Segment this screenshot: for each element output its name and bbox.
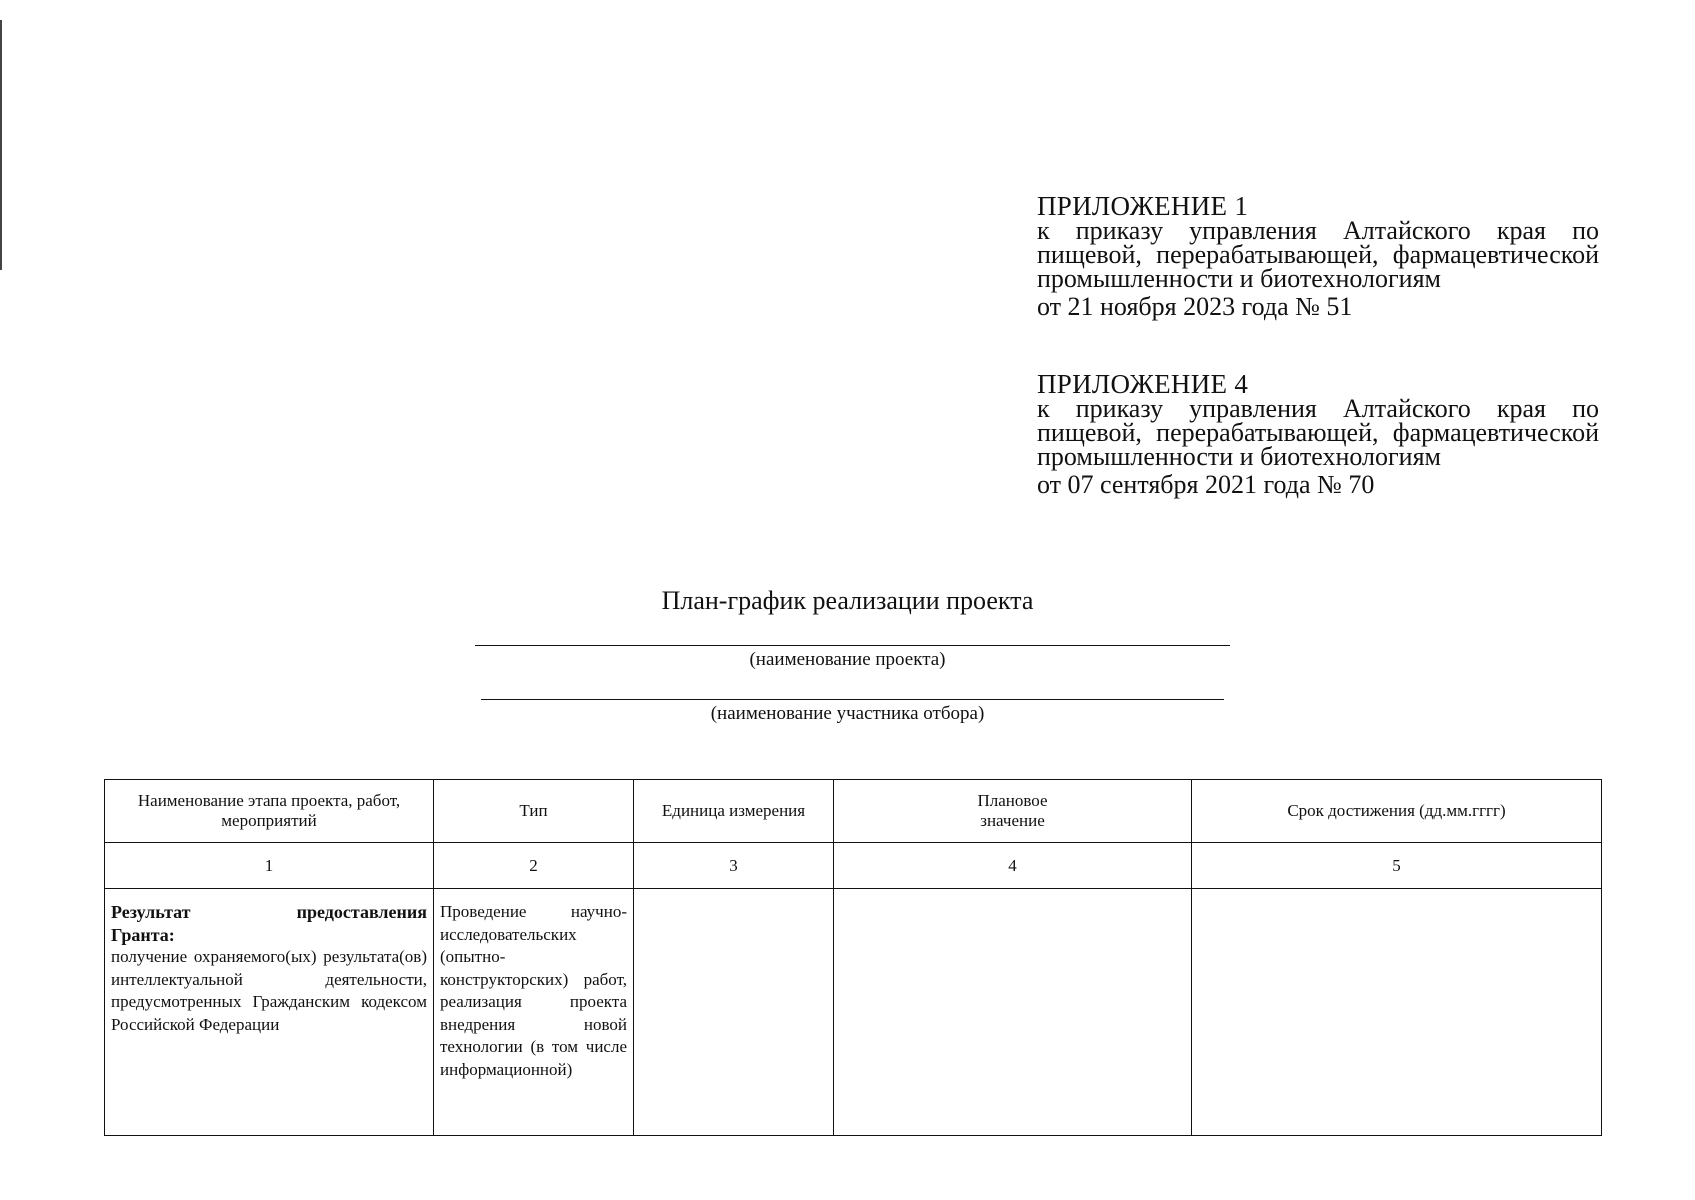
appendix-4-body: к приказу управления Алтайского края по пищевой, перерабатывающей, фармацевтической промышленности и биотехнологиям bbox=[1037, 394, 1599, 471]
table-header-row bbox=[105, 780, 1602, 843]
header-stage: Наименование этапа проекта, работ, мероприятий bbox=[105, 780, 434, 843]
appendix-1-block bbox=[1037, 193, 1599, 319]
column-number: 1 bbox=[105, 843, 434, 889]
cell-unit bbox=[634, 889, 834, 1136]
column-number: 5 bbox=[1192, 843, 1602, 889]
header-type: Тип bbox=[434, 780, 634, 843]
cell-planned-value bbox=[834, 889, 1192, 1136]
appendix-1-title: ПРИЛОЖЕНИЕ 1 bbox=[1037, 191, 1249, 221]
header-deadline: Срок достижения (дд.мм.гггг) bbox=[1192, 780, 1602, 843]
stage-bold-heading: Результат предоставления bbox=[111, 902, 427, 922]
project-name-line bbox=[475, 645, 1230, 646]
scan-edge-line bbox=[0, 20, 2, 270]
cell-deadline bbox=[1192, 889, 1602, 1136]
appendix-1-body: к приказу управления Алтайского края по пищевой, перерабатывающей, фармацевтической промышленности и биотехнологиям bbox=[1037, 216, 1599, 293]
cell-type: Проведение научно-исследовательских (опытно-конструкторских) работ, реализация проекта внедрения новой технологии (в том числе информационной) bbox=[434, 889, 634, 1136]
stage-bold-heading-2: Гранта: bbox=[111, 924, 175, 945]
appendix-1-date: от 21 ноября 2023 года № 51 bbox=[1037, 292, 1353, 321]
plan-title: План-график реализации проекта bbox=[661, 586, 1034, 615]
appendix-4-date: от 07 сентября 2021 года № 70 bbox=[1037, 470, 1375, 499]
column-number: 4 bbox=[834, 843, 1192, 889]
column-number: 2 bbox=[434, 843, 634, 889]
appendix-4-title: ПРИЛОЖЕНИЕ 4 bbox=[1037, 369, 1249, 399]
plan-table bbox=[104, 779, 1602, 1136]
participant-name-caption: (наименование участника отбора) bbox=[710, 703, 985, 724]
table-number-row bbox=[105, 843, 1602, 889]
table-row bbox=[105, 889, 1602, 1136]
participant-name-line bbox=[481, 699, 1224, 700]
header-unit: Единица измерения bbox=[634, 780, 834, 843]
stage-description: получение охраняемого(ых) результата(ов) интеллектуальной деятельности, предусмотренных Гражданским кодексом Российской Федерации bbox=[111, 947, 427, 1034]
header-planned-value-text: Плановое значение bbox=[977, 791, 1048, 830]
project-name-caption: (наименование проекта) bbox=[749, 649, 946, 670]
cell-stage bbox=[105, 889, 434, 1136]
header-planned-value bbox=[834, 780, 1192, 843]
appendix-4-block bbox=[1037, 371, 1599, 497]
column-number: 3 bbox=[634, 843, 834, 889]
